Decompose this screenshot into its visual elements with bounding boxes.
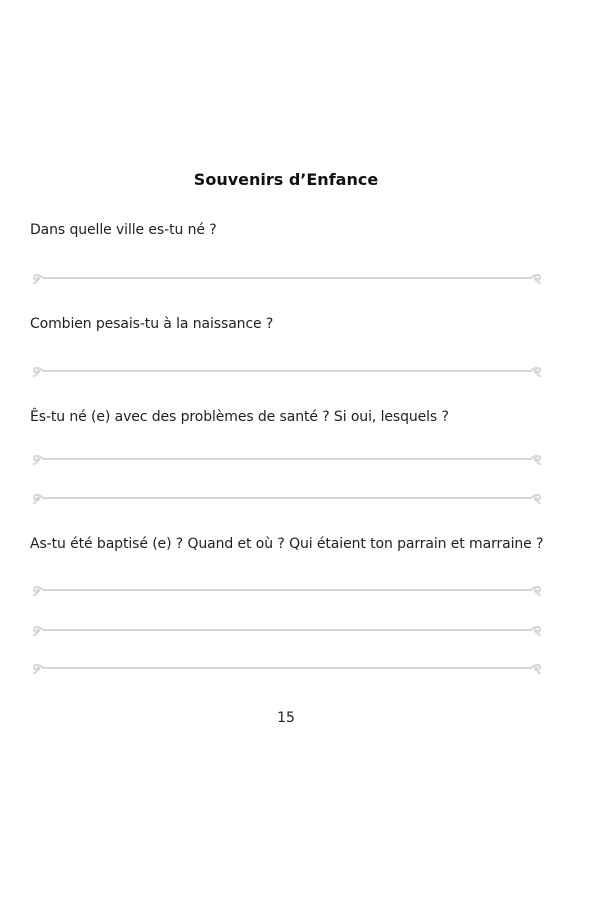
question-health-problems: Ês-tu né (e) avec des problèmes de santé ? Si oui, lesquels ?: [30, 409, 449, 425]
answer-line-birth-city[interactable]: [31, 271, 543, 285]
ornamental-line-icon: [31, 583, 543, 597]
answer-line-health-problems-1[interactable]: [31, 452, 543, 466]
question-birth-city: Dans quelle ville es-tu né ?: [30, 222, 217, 238]
page-number: 15: [277, 710, 295, 726]
ornamental-line-icon: [31, 661, 543, 675]
answer-line-baptism-3[interactable]: [31, 661, 543, 675]
ornamental-line-icon: [31, 491, 543, 505]
answer-line-baptism-2[interactable]: [31, 623, 543, 637]
ornamental-line-icon: [31, 364, 543, 378]
ornamental-line-icon: [31, 623, 543, 637]
answer-line-baptism-1[interactable]: [31, 583, 543, 597]
ornamental-line-icon: [31, 452, 543, 466]
page-title: Souvenirs d’Enfance: [193, 170, 379, 189]
answer-line-health-problems-2[interactable]: [31, 491, 543, 505]
answer-line-birth-weight[interactable]: [31, 364, 543, 378]
ornamental-line-icon: [31, 271, 543, 285]
question-baptism: As-tu été baptisé (e) ? Quand et où ? Qui étaient ton parrain et marraine ?: [30, 536, 544, 552]
question-birth-weight: Combien pesais-tu à la naissance ?: [30, 316, 274, 332]
